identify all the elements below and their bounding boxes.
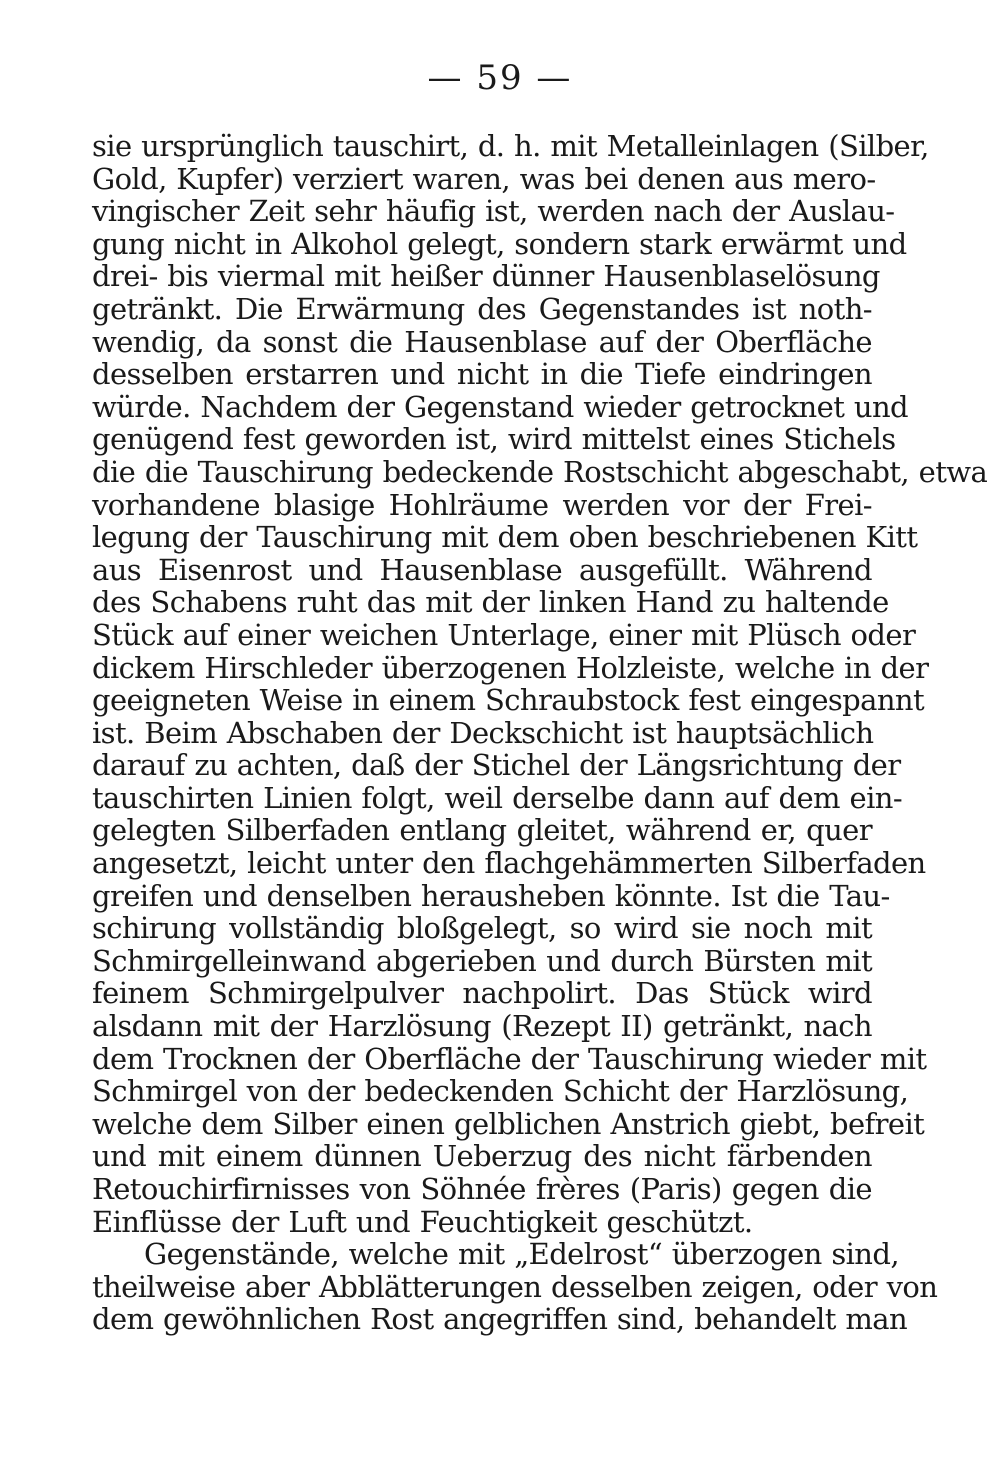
text-line: des Schabens ruht das mit der linken Hand zu haltende bbox=[92, 585, 889, 620]
text-line: sie ursprünglich tauschirt, d. h. mit Metalleinlagen (Silber, bbox=[92, 129, 929, 163]
text-line: dem Trocknen der Oberfläche der Tauschirung wieder mit bbox=[92, 1041, 927, 1076]
text-line: angesetzt, leicht unter den flachgehämmerten Silberfaden bbox=[92, 846, 926, 881]
text-line: vorhandene blasige Hohlräume werden vor der Frei- bbox=[92, 487, 872, 522]
text-line: die die Tauschirung bedeckende Rostschicht abgeschabt, etwa bbox=[92, 454, 988, 489]
text-line: feinem Schmirgelpulver nachpolirt. Das Stück wird bbox=[92, 976, 872, 1011]
text-line: getränkt. Die Erwärmung des Gegenstandes ist noth- bbox=[92, 291, 872, 326]
text-line: Einflüsse der Luft und Feuchtigkeit geschützt. bbox=[92, 1204, 753, 1239]
text-line: Stück auf einer weichen Unterlage, einer mit Plüsch oder bbox=[92, 617, 916, 652]
text-line: Gegenstände, welche mit „Edelrost“ überzogen sind, bbox=[144, 1237, 899, 1272]
text-line: wendig, da sonst die Hausenblase auf der Oberfläche bbox=[92, 324, 872, 359]
text-line: Schmirgel von der bedeckenden Schicht der Harzlösung, bbox=[92, 1074, 909, 1109]
text-line: aus Eisenrost und Hausenblase ausgefüllt. Während bbox=[92, 552, 872, 587]
text-line: welche dem Silber einen gelblichen Anstrich giebt, befreit bbox=[92, 1106, 925, 1141]
text-line: gelegten Silberfaden entlang gleitet, während er, quer bbox=[92, 813, 872, 848]
text-line: tauschirten Linien folgt, weil derselbe dann auf dem ein- bbox=[92, 780, 903, 815]
text-line: alsdann mit der Harzlösung (Rezept II) getränkt, nach bbox=[92, 1009, 872, 1044]
page-number: — 59 — bbox=[427, 58, 573, 98]
text-line: theilweise aber Abblätterungen desselben zeigen, oder von bbox=[92, 1269, 938, 1304]
text-line: dickem Hirschleder überzogenen Holzleiste, welche in der bbox=[92, 650, 929, 685]
text-line: drei- bis viermal mit heißer dünner Hausenblaselösung bbox=[92, 259, 880, 294]
text-line: Schmirgelleinwand abgerieben und durch Bürsten mit bbox=[92, 943, 872, 978]
text-line: gung nicht in Alkohol gelegt, sondern stark erwärmt und bbox=[92, 226, 907, 261]
text-line: genügend fest geworden ist, wird mittelst eines Stichels bbox=[92, 422, 896, 457]
text-line: Retouchirfirnisses von Söhnée frères (Paris) gegen die bbox=[92, 1172, 872, 1206]
text-line: ist. Beim Abschaben der Deckschicht ist hauptsächlich bbox=[92, 715, 874, 750]
body-text bbox=[92, 129, 988, 1337]
text-line: würde. Nachdem der Gegenstand wieder getrocknet und bbox=[92, 389, 908, 424]
text-line: geeigneten Weise in einem Schraubstock fest eingespannt bbox=[92, 683, 925, 718]
text-line: schirung vollständig bloßgelegt, so wird sie noch mit bbox=[92, 911, 872, 946]
text-line: desselben erstarren und nicht in die Tiefe eindringen bbox=[92, 357, 872, 392]
text-line: greifen und denselben herausheben könnte. Ist die Tau- bbox=[92, 878, 890, 913]
text-line: vingischer Zeit sehr häufig ist, werden nach der Auslau- bbox=[92, 194, 895, 229]
text-line: Gold, Kupfer) verziert waren, was bei denen aus mero- bbox=[92, 161, 876, 196]
text-line: darauf zu achten, daß der Stichel der Längsrichtung der bbox=[92, 748, 901, 783]
text-line: legung der Tauschirung mit dem oben beschriebenen Kitt bbox=[92, 520, 918, 555]
text-line: dem gewöhnlichen Rost angegriffen sind, behandelt man bbox=[92, 1302, 908, 1337]
text-line: und mit einem dünnen Ueberzug des nicht färbenden bbox=[92, 1139, 872, 1174]
